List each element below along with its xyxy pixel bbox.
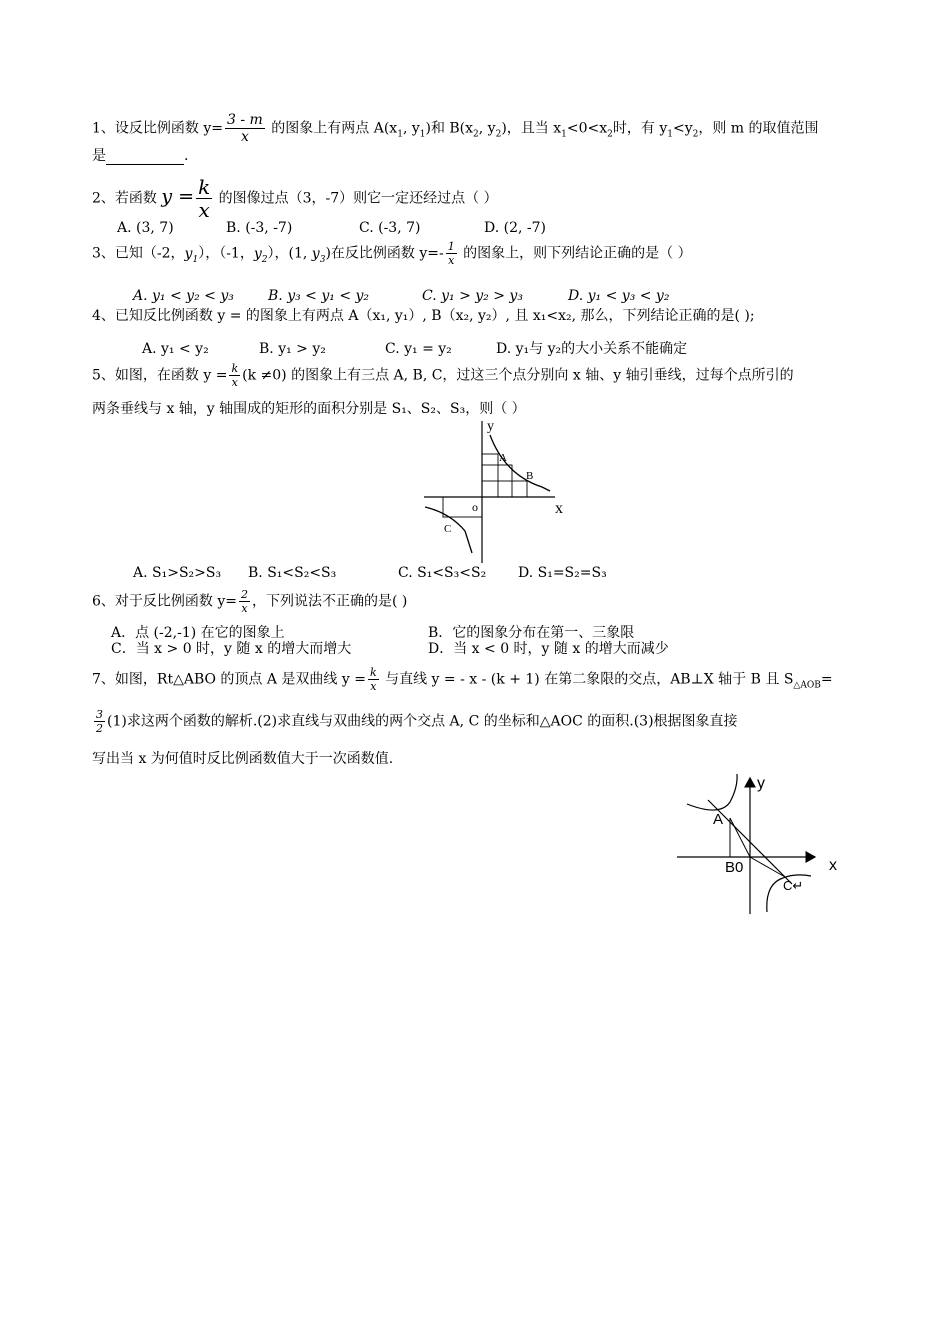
q3-fraction: $\frac{1}{x}$	[447, 240, 455, 267]
q2-fraction: $\frac{k}{x}$	[198, 175, 211, 222]
fig7-A: A	[713, 811, 724, 828]
q5-option-a: A. S₁>S₂>S₃	[133, 565, 222, 581]
fig5-A: A	[499, 452, 507, 464]
q5-figure	[420, 415, 580, 565]
q6-option-a: A．点 (-2,-1) 在它的图象上	[111, 625, 285, 641]
q6-option-d: D．当 x < 0 时，y 随 x 的增大而减少	[428, 641, 669, 657]
q7-figure	[675, 772, 855, 922]
q1-line1: 1、设反比例函数 y= $\frac{3 - m}{x}$ 的图象上有两点 $A(x_1$, $y_1$)和 $B(x_2$, $y_2$)，且当 $x_1<0<x_2$时，有 $y_1<y_2$，则 m 的取值范围	[92, 112, 819, 145]
fig5-x: x	[555, 500, 563, 517]
q1-fraction: $\frac{3 - m}{x}$	[227, 112, 263, 145]
fig7-C: C↵	[783, 878, 804, 893]
q3-option-a: A. y₁ < y₂ < y₃	[133, 288, 234, 304]
q4-option-d: D. y₁与 y₂的大小关系不能确定	[496, 341, 688, 357]
q7-line1: 7、如图，Rt△ABO 的顶点 A 是双曲线 y = $\frac{k}{x}$ 与直线 y = - x - (k + 1) 在第二象限的交点，AB⊥X 轴于 B 且 $S_{\triangle AOB}=$	[92, 666, 833, 693]
q7-fraction-three-halves: $\frac{3}{2}$	[96, 708, 103, 735]
q4-option-b: B. y₁ > y₂	[259, 341, 326, 357]
q3-line1: 3、已知（-2，$y_1$），（-1，$y_2$），(1, $y_3$)在反比例函数 y=- $\frac{1}{x}$ 的图象上，则下列结论正确的是（ ）	[92, 240, 692, 267]
q6-line1: 6、对于反比例函数 y= $\frac{2}{x}$ ，下列说法不正确的是( )	[92, 588, 408, 615]
fig7-B0: B0	[725, 859, 744, 876]
fig5-y: y	[487, 419, 494, 434]
q3-option-b: B. y₃ < y₁ < y₂	[268, 288, 370, 304]
fig5-o: o	[472, 500, 478, 514]
q6-option-b: B．它的图象分布在第一、三象限	[428, 625, 635, 641]
fig5-B: B	[526, 470, 534, 482]
q3-option-d: D. y₁ < y₃ < y₂	[568, 288, 670, 304]
q1-line2: 是 .	[92, 148, 189, 164]
q7-line3: 写出当 x 为何值时反比例函数值大于一次函数值.	[92, 751, 394, 767]
q7-fraction: $\frac{k}{x}$	[369, 666, 377, 693]
q6-option-c: C．当 x > 0 时，y 随 x 的增大而增大	[111, 641, 352, 657]
q5-line2: 两条垂线与 x 轴，y 轴围成的矩形的面积分别是 S₁、S₂、S₃，则（ ）	[92, 401, 526, 417]
q2-option-a: A. (3, 7)	[117, 220, 174, 236]
q2-option-d: D. (2, -7)	[484, 220, 546, 236]
q5-fraction: $\frac{k}{x}$	[231, 362, 239, 389]
fig5-C: C	[444, 523, 452, 535]
q2-option-b: B. (-3, -7)	[226, 220, 293, 236]
q5-option-c: C. S₁<S₃<S₂	[398, 565, 487, 581]
q2-option-c: C. (-3, 7)	[359, 220, 421, 236]
q7-line2: $\frac{3}{2}$ (1)求这两个函数的解析.(2)求直线与双曲线的两个交点 A, C 的坐标和△AOC 的面积.(3)根据图象直接	[96, 708, 738, 735]
q4-option-c: C. y₁ = y₂	[385, 341, 452, 357]
q4-line1: 4、已知反比例函数 y = 的图象上有两点 A（x₁, y₁）, B（x₂, y₂）, 且 x₁<x₂, 那么，下列结论正确的是( );	[92, 308, 755, 324]
segment-AO	[730, 818, 750, 857]
answer-blank[interactable]	[106, 150, 184, 165]
q2-line1: 2、若函数 y = $\frac{k}{x}$ 的图像过点（3，-7）则它一定还经过点（ ）	[92, 175, 498, 222]
fig7-y: y	[757, 775, 765, 792]
q5-option-b: B. S₁<S₂<S₃	[248, 565, 337, 581]
q4-option-a: A. y₁ < y₂	[142, 341, 209, 357]
q5-line1: 5、如图，在函数 y = $\frac{k}{x}$ (k ≠0) 的图象上有三点 A, B, C，过这三个点分别向 x 轴、y 轴引垂线，过每个点所引的	[92, 362, 794, 389]
fig7-x: x	[829, 857, 837, 874]
q5-option-d: D. S₁=S₂=S₃	[518, 565, 607, 581]
q3-option-c: C. y₁ > y₂ > y₃	[422, 288, 523, 304]
q6-fraction: $\frac{2}{x}$	[241, 588, 248, 615]
